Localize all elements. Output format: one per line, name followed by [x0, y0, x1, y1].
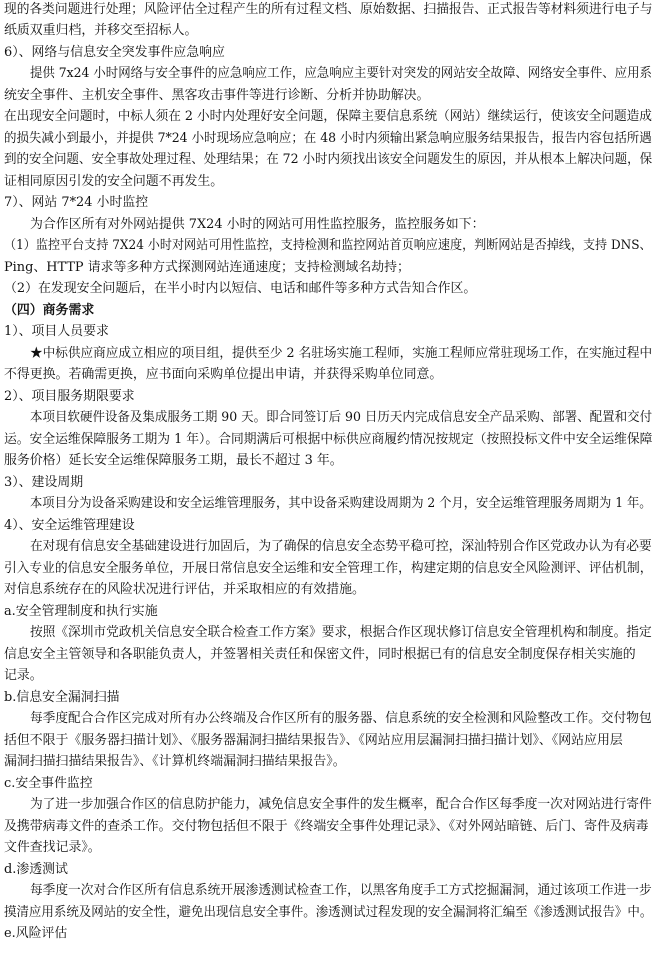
text-line: 按照《深圳市党政机关信息安全联合检查工作方案》要求，根据合作区现状修订信息安全管理机构和制度。指定 [30, 625, 652, 640]
text-line: 每季度配合合作区完成对所有办公终端及合作区所有的服务器、信息系统的安全检测和风险整改工作。交付物包 [30, 711, 652, 726]
text-line: 纸质双重归档，并移交至招标人。 [4, 23, 198, 38]
text-line: 在出现安全问题时，中标人须在 2 小时内处理好安全问题，保障主要信息系统（网站）继续运行，使该安全问题造成 [4, 109, 652, 124]
text-line: 每季度一次对合作区所有信息系统开展渗透测试检查工作，以黑客角度手工方式挖掘漏洞，通过该项工作进一步 [30, 883, 652, 898]
text-line: 证相同原因引发的安全问题不再发生。 [4, 174, 224, 189]
text-line: 本项目分为设备采购建设和安全运维管理服务，其中设备采购建设周期为 2 个月，安全运维管理服务周期为 1 年。 [30, 496, 652, 511]
text-line: 在对现有信息安全基础建设进行加固后，为了确保的信息安全态势平稳可控，深汕特别合作区党政办认为有必要 [30, 539, 652, 554]
text-line: ★中标供应商应成立相应的项目组，提供至少 2 名驻场实施工程师，实施工程师应常驻现场工作，在实施过程中 [30, 346, 653, 361]
section-heading: 2）、项目服务期限要求 [4, 389, 135, 404]
text-line: 对信息系统存在的风险状况进行评估，并采取相应的有效措施。 [4, 582, 365, 597]
text-line: 到的安全问题、安全事故处理过程、处理结果；在 72 小时内须找出该安全问题发生的原因，并从根本上解决问题，保 [4, 152, 653, 167]
subsection-heading: c.安全事件监控 [4, 776, 93, 791]
section-heading: 3）、建设周期 [4, 475, 84, 490]
text-line: 为了进一步加强合作区的信息防护能力，减免信息安全事件的发生概率，配合合作区每季度一次对网站进行寄件 [30, 797, 652, 812]
text-line: 服务价格）延长安全运维保障服务工期，最长不超过 3 年。 [4, 453, 343, 468]
text-line: （1）监控平台支持 7X24 小时对网站可用性监控，支持检测和监控网站首页响应速度，判断网站是否掉线，支持 DNS、 [4, 238, 652, 253]
text-line: 提供 7x24 小时网络与安全事件的应急响应工作，应急响应主要针对突发的网站安全故障、网络安全事件、应用系 [30, 66, 652, 81]
text-line: 漏洞扫描扫描结果报告》、《计算机终端漏洞扫描结果报告》。 [4, 754, 346, 769]
text-line: （2）在发现安全问题后，在半小时内以短信、电话和邮件等多种方式告知合作区。 [4, 281, 477, 296]
subsection-heading: e.风险评估 [4, 926, 68, 941]
subsection-heading: d.渗透测试 [4, 862, 68, 877]
text-line: 记录。 [4, 668, 43, 683]
subsection-heading: b.信息安全漏洞扫描 [4, 690, 120, 705]
text-line: 括但不限于《服务器扫描计划》、《服务器漏洞扫描结果报告》、《网站应用层漏洞扫描扫描计划》、《网站应用层 [4, 733, 623, 748]
text-line: 为合作区所有对外网站提供 7X24 小时的网站可用性监控服务，监控服务如下： [30, 217, 485, 232]
chapter-heading: （四）商务需求 [4, 303, 95, 318]
text-line: 及携带病毒文件的查杀工作。交付物包括但不限于《终端安全事件处理记录》、《对外网站暗链、后门、寄件及病毒 [4, 819, 649, 834]
text-line: Ping、HTTP 请求等多种方式探测网站连通速度；支持检测域名劫持； [4, 260, 410, 275]
section-heading: 6）、网络与信息安全突发事件应急响应 [4, 45, 225, 60]
text-line: 统安全事件、主机安全事件、黑客攻击事件等进行诊断、分析并协助解决。 [4, 88, 430, 103]
text-line: 引入专业的信息安全服务单位，开展日常信息安全运维和安全管理工作，构建定期的信息安全风险测评、评估机制， [4, 561, 653, 576]
text-line: 运。安全运维保障服务工期为 1 年）。合同期满后可根据中标供应商履约情况按规定（按照投标文件中安全运维保障 [4, 432, 653, 447]
text-line: 信息安全主管领导和各职能负责人，并签署相关责任和保密文件，同时根据已有的信息安全制度保存相关实施的 [4, 647, 636, 662]
subsection-heading: a.安全管理制度和执行实施 [4, 604, 158, 619]
text-line: 不得更换。若确需更换，应书面向采购单位提出申请，并获得采购单位同意。 [4, 367, 443, 382]
text-line: 摸清应用系统及网站的安全性，避免出现信息安全事件。渗透测试过程发现的安全漏洞将汇编至《渗透测试报告》中。 [4, 905, 653, 920]
section-heading: 7）、网站 7*24 小时监控 [4, 195, 149, 210]
section-heading: 4）、安全运维管理建设 [4, 518, 135, 533]
text-line: 的损失减小到最小，并提供 7*24 小时现场应急响应；在 48 小时内须输出紧急响应服务结果报告，报告内容包括所遇 [4, 131, 652, 146]
text-line: 现的各类问题进行处理；风险评估全过程产生的所有过程文档、原始数据、扫描报告、正式报告等材料须进行电子与 [4, 2, 653, 17]
section-heading: 1）、项目人员要求 [4, 324, 109, 339]
text-line: 文件查找记录》。 [4, 840, 101, 855]
text-line: 本项目软硬件设备及集成服务工期 90 天。即合同签订后 90 日历天内完成信息安全产品采购、部署、配置和交付 [30, 410, 653, 425]
